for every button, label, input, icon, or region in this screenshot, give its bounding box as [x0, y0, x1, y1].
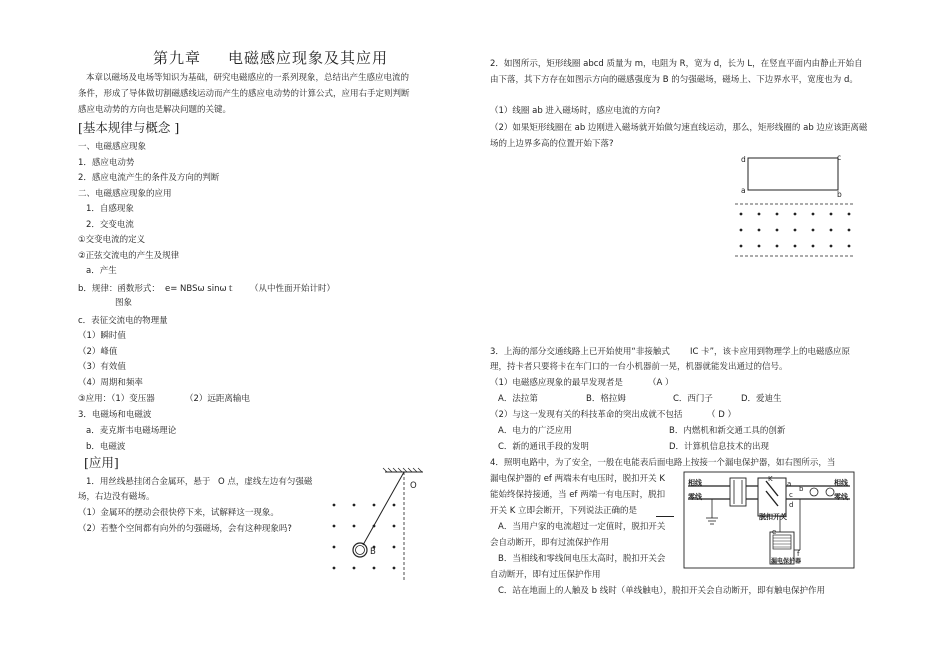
answer-blank — [656, 507, 674, 517]
q3-text: 3．上海的部分交通线路上已开始使用“非接触式 — [490, 347, 670, 357]
label-neutral-right: 零线 — [834, 493, 848, 501]
outline-item: ①交变电流的定义 — [78, 235, 146, 245]
outline-item: 一、电磁感应现象 — [78, 142, 147, 152]
choice: A．电力的广泛应用 — [498, 426, 572, 436]
outline-item: （1）瞬时值 — [78, 331, 126, 341]
chapter-intro: 本章以磁场及电场等知识为基础，研究电磁感应的一系列现象，总结出产生感应电流的条件，形成了导体做切割磁感线运动而产生的感应电动势的计算公式，应用右手定则判断感应电动势的方向也是解决问题的关键。 — [78, 73, 410, 115]
outline-item: 1．感应电动势 — [78, 158, 135, 168]
lamp-icon — [810, 488, 818, 496]
label-live-right: 相线 — [834, 479, 848, 487]
q3-subquestion: （2）与这一发现有关的科技革命的突出成就不包括 — [490, 410, 683, 420]
pendulum-figure — [325, 468, 435, 583]
outline-item: 3．电磁场和电磁波 — [78, 410, 152, 420]
q2-text: 2．如图所示，矩形线圈 abcd 质量为 m，电阻为 R，宽为 d，长为 L，在竖直平面内由静止开始自由下落，其下方存在如图示方向的磁感强度为 B 的匀强磁场，磁场上、下边界水平，宽度也为 d。 — [490, 59, 863, 85]
q1-text: O 点，虚线左边有匀强磁 — [218, 477, 313, 487]
choice: D．爱迪生 — [741, 394, 782, 404]
outline-item: 2．感应电流产生的条件及方向的判断 — [78, 173, 220, 183]
thread — [363, 472, 404, 545]
outline-item: 2．交变电流 — [86, 220, 134, 230]
q1-subquestion: （2）若整个空间都有向外的匀强磁场，会有这种现象吗? — [78, 524, 292, 534]
q2-subquestion: （1）线圈 ab 进入磁场时，感应电流的方向? — [490, 106, 661, 116]
option: B．当相线和零线间电压太高时，脱扣开关会 — [498, 554, 666, 564]
option: C．站在地面上的人触及 b 线时（单线触电），脱扣开关会自动断开，即有触电保护作用 — [498, 586, 825, 596]
magnetic-field-dots — [740, 213, 851, 248]
label-b: B — [370, 547, 376, 557]
q3-answer: （A ） — [648, 378, 674, 388]
outline-item: 1．自感现象 — [86, 204, 134, 214]
q1-text: 1．用丝线悬挂闭合金属环，悬于 — [86, 477, 211, 487]
label-a: a — [787, 480, 792, 488]
outline-item: a．产生 — [86, 266, 117, 276]
q3-text: IC 卡”，该卡应用到物理学上的电磁感应原 — [690, 347, 851, 357]
chapter-title: 电磁感应现象及其应用 — [228, 49, 389, 67]
label-e: e — [772, 528, 777, 536]
section-heading-apply: [应用] — [84, 455, 119, 470]
label-b: b — [799, 485, 804, 493]
label-a: a — [741, 186, 746, 195]
label-neutral: 零线 — [688, 493, 702, 501]
outline-item: 二、电磁感应现象的应用 — [78, 189, 172, 199]
choice: B．内燃机和新交通工具的创新 — [669, 426, 786, 436]
label-d: d — [741, 155, 746, 164]
label-live: 相线 — [688, 479, 702, 487]
outline-item: b．规律：函数形式： — [78, 284, 160, 294]
label-c: c — [789, 491, 793, 499]
coil-field-figure — [735, 152, 855, 262]
q4-text: 4．照明电路中，为了安全，一般在电能表后面电路上按接一个漏电保护器，如右图所示，当 — [490, 458, 836, 468]
outline-item: 图象 — [115, 298, 133, 308]
q3-answer: （ D ） — [707, 410, 736, 420]
rectangular-coil — [748, 158, 838, 190]
q1-text: 场，右边没有磁场。 — [78, 492, 155, 502]
formula: e= NBSω sinωｔ — [165, 284, 236, 294]
q3-text: 理，持卡者只要将卡在车门口的一台小机器前一晃，机器就能发出通过的信号。 — [490, 362, 788, 372]
outline-item: c．表征交流电的物理量 — [78, 316, 168, 326]
label-k: K — [768, 475, 773, 483]
label-b: b — [837, 190, 842, 199]
outline-item: b．电磁波 — [86, 442, 126, 452]
outline-item: ②正弦交流电的产生及规律 — [78, 251, 180, 261]
q4-text: 能始终保持接通，当 ef 两端一有电压时，脱扣 — [490, 490, 666, 500]
outline-item: ③应用：（1）变压器 — [78, 394, 155, 404]
label-trip-switch: 脱扣开关 — [759, 513, 787, 521]
outline-item: （3）有效值 — [78, 362, 126, 372]
outline-item: （2）远距离输电 — [185, 394, 250, 404]
section-heading-basic: [基本规律与概念 ] — [78, 120, 180, 135]
option: 会自动断开，即有过流保护作用 — [490, 538, 610, 548]
outline-item: （4）周期和频率 — [78, 378, 143, 388]
lamp-icon — [826, 488, 834, 496]
magnetic-field-dots — [333, 504, 396, 570]
label-d: d — [789, 501, 794, 509]
choice: D．计算机信息技术的出现 — [669, 442, 770, 452]
choice: A．法拉第 — [498, 394, 538, 404]
q1-subquestion: （1）金属环的摆动会很快停下来，试解释这一现象。 — [78, 508, 279, 518]
formula-note: （从中性面开始计时） — [250, 284, 336, 294]
option: 自动断开，即有过压保护作用 — [490, 570, 601, 580]
chapter-number: 第九章 — [153, 49, 202, 67]
q4-text: 漏电保护器的 ef 两端未有电压时，脱扣开关 K — [490, 474, 665, 484]
q3-subquestion: （1）电磁感应现象的最早发现者是 — [490, 378, 623, 388]
label-f: f — [797, 550, 800, 558]
choice: C．新的通讯手段的发明 — [498, 442, 589, 452]
outline-item: a．麦克斯韦电磁场理论 — [86, 426, 177, 436]
choice: B．格拉姆 — [586, 394, 626, 404]
q2-subquestion: （2）如果矩形线圈在 ab 边刚进入磁场就开始做匀速直线运动，那么，矩形线圈的 ab 边应该距离磁场的上边界多高的位置开始下落? — [490, 123, 868, 149]
label-c: c — [837, 153, 842, 162]
q4-text: 开关 K 立即会断开，下列说法正确的是 — [490, 506, 637, 516]
label-protector: 漏电保护器 — [771, 558, 802, 565]
option: A．当用户家的电流超过一定值时，脱扣开关 — [498, 522, 666, 532]
choice: C．西门子 — [673, 394, 713, 404]
label-o: O — [410, 481, 417, 491]
outline-item: （2）峰值 — [78, 347, 118, 357]
